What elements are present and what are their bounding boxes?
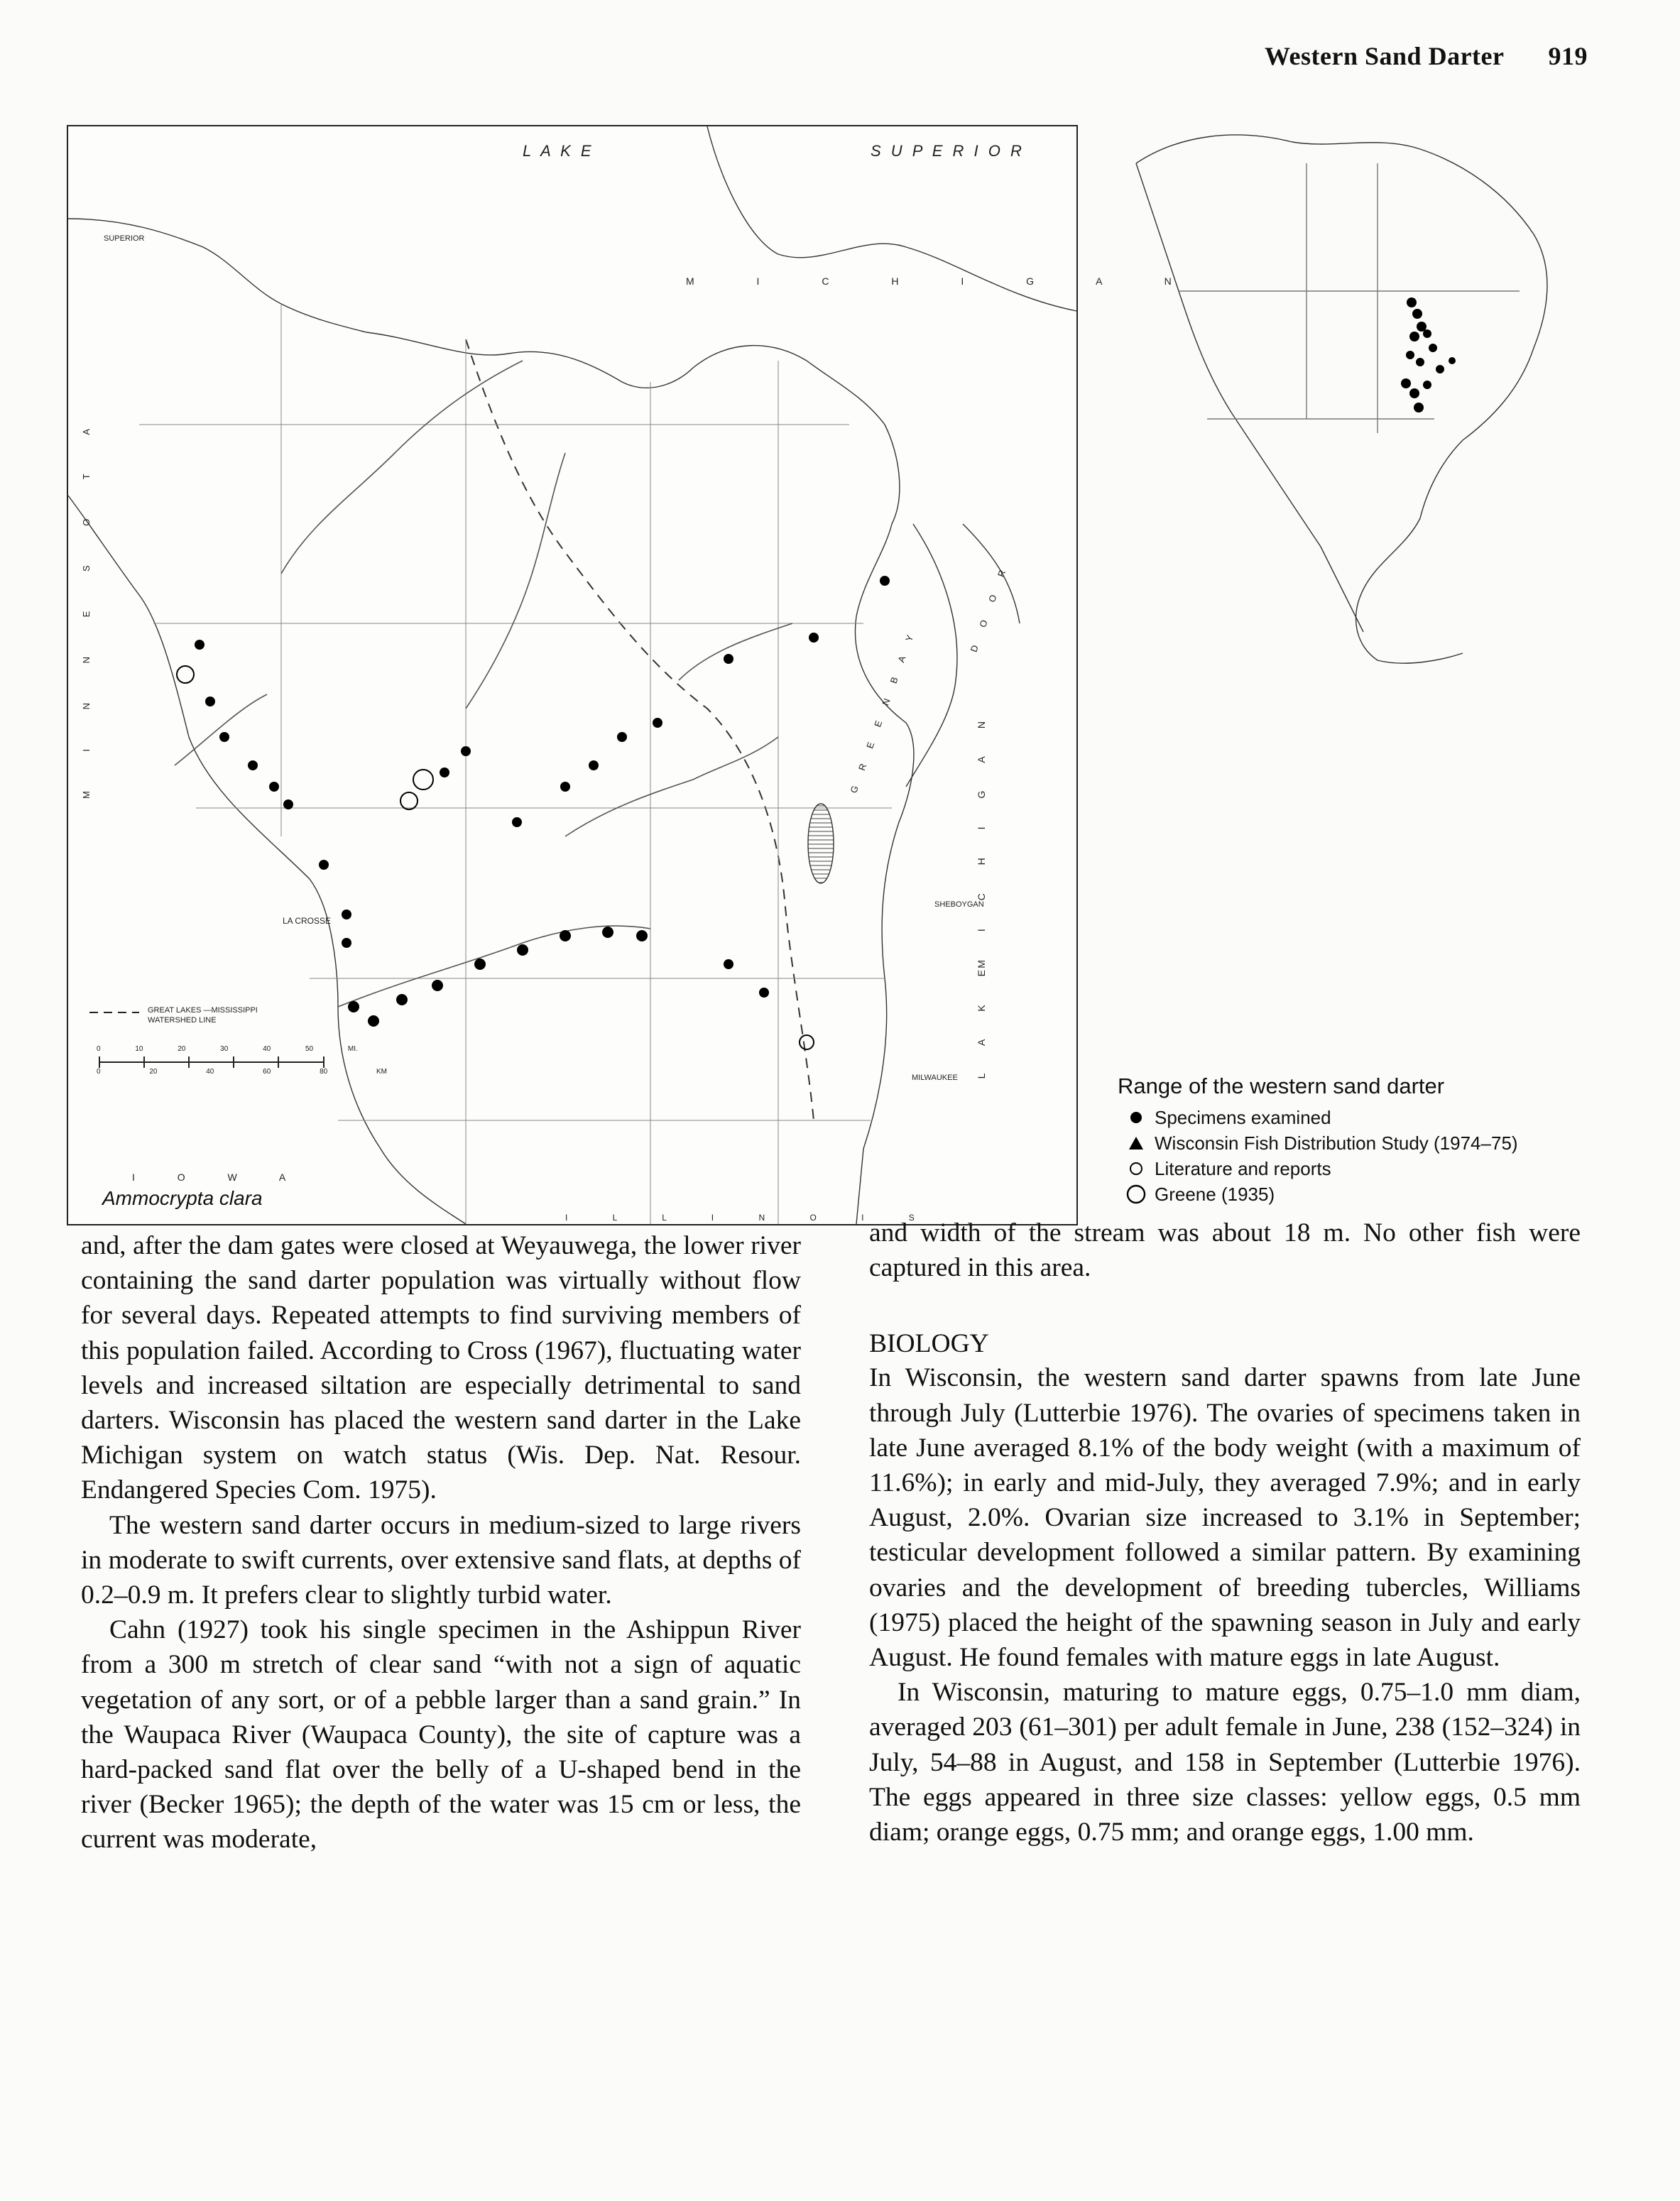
north-america-inset-map <box>1093 121 1605 667</box>
scale-km-2: 40 <box>206 1068 214 1076</box>
scale-mi-0: 0 <box>97 1045 101 1053</box>
scale-km <box>97 1068 387 1076</box>
scale-mi-3: 30 <box>220 1045 229 1053</box>
watershed-legend-line2: WATERSHED LINE <box>148 1016 217 1025</box>
legend-item-wfds <box>1118 1130 1615 1156</box>
legend-title: Range of the western sand darter <box>1118 1074 1445 1098</box>
map-drawing <box>68 126 1076 1224</box>
scale-km-3: 60 <box>263 1068 271 1076</box>
wisconsin-distribution-map <box>67 125 1201 1225</box>
biology-paragraph-1: In Wisconsin, the western sand darter spawns from late June through July (Lutterbie 1976). The ovaries of specimens taken in late June averaged 8.1% of the body weight (with a maximum of 11.6%); in early and mid-July, they averaged 7.9%; and in early August, 2.0%. Ovarian size increased to 3.1% in September; testicular development followed a similar pattern. By examining ovaries and the development of breeding tubercles, Williams (1975) placed the height of the spawning season in July and early August. He found females with mature eggs in late August. <box>869 1363 1581 1673</box>
river-network <box>175 361 792 1007</box>
lake-michigan-label: M I C H I G A N <box>976 709 987 968</box>
watershed-legend-line1: GREAT LAKES —MISSISSIPPI <box>148 1006 258 1015</box>
scale-mi-2: 20 <box>178 1045 186 1053</box>
scale-mi-5: 50 MI. <box>305 1045 358 1053</box>
legend-label-literature: Literature and reports <box>1155 1157 1331 1179</box>
inset-coastline-west <box>1136 163 1363 632</box>
city-la-crosse: LA CROSSE <box>283 916 332 926</box>
left-paragraph-2: The western sand darter occurs in medium-sized to large rivers in moderate to swift currents, over extensive sand flats, at depths of 0.2–0.9 m. It prefers clear to slightly turbid water. <box>81 1510 801 1610</box>
legend-item-specimens <box>1118 1105 1615 1130</box>
scale-km-1: 20 <box>149 1068 158 1076</box>
species-name: Ammocrypta clara <box>102 1187 263 1209</box>
city-superior: SUPERIOR <box>104 234 145 243</box>
running-head <box>1265 41 1588 71</box>
city-milwaukee: MILWAUKEE <box>912 1074 958 1082</box>
legend-label-wfds: Wisconsin Fish Distribution Study (1974–75) <box>1155 1132 1518 1154</box>
scale-km-0: 0 <box>97 1068 101 1076</box>
city-sheboygan: SHEBOYGAN <box>934 900 984 909</box>
running-title: Western Sand Darter <box>1265 42 1505 70</box>
left-paragraph-3: Cahn (1927) took his single specimen in the Ashippun River from a 300 m stretch of clear sand “with not a sign of aquatic vegetation of any sort, or of a pebble larger than a sand grain.” In the Waupaca River (Waupaca County), the site of capture was a hard-packed sand flat over the belly of a U-shaped bend in the river (Becker 1965); the depth of the water was 15 cm or less, the current was moderate, <box>81 1615 801 1855</box>
lake-label-left: L A K E <box>523 142 594 160</box>
scale-mi-4: 40 <box>263 1045 271 1053</box>
iowa-label: I O W A <box>132 1172 306 1183</box>
minnesota-label: M I N N E S O T A <box>81 410 92 799</box>
right-continuation: and width of the stream was about 18 m. No other fish were captured in this area. <box>869 1218 1581 1283</box>
inset-drawing <box>1093 121 1605 667</box>
inset-range-points <box>1401 297 1456 413</box>
right-text-column <box>869 1216 1581 1850</box>
map-legend <box>1118 1074 1615 1207</box>
page-number: 919 <box>1548 42 1588 70</box>
green-bay-label: G R E E N B A Y <box>848 626 918 795</box>
section-heading-biology: BIOLOGY <box>869 1329 989 1359</box>
biology-paragraph-2: In Wisconsin, maturing to mature eggs, 0.75–1.0 mm diam, averaged 203 (61–301) per adult female in June, 238 (152–324) in July, 54–88 in August, and 158 in September (Lutterbie 1976). The eggs appeared in three size classes: yellow eggs, 0.5 mm diam; orange eggs, 0.75 mm; and orange eggs, 1.00 mm. <box>869 1678 1581 1847</box>
door-label: D O O R <box>968 560 1011 654</box>
scale-mi-1: 10 <box>135 1045 143 1053</box>
lake-winnebago <box>808 804 834 883</box>
legend-item-literature <box>1118 1156 1615 1181</box>
left-paragraph-1: and, after the dam gates were closed at Weyauwega, the lower river containing the sand darter population was virtually without flow for several days. Repeated attempts to find surviving members of this population failed. According to Cross (1967), fluctuating water levels and increased siltation are especially detrimental to sand darters. Wisconsin has placed the western sand darter in the Lake Michigan system on watch status (Wis. Dep. Nat. Resour. Endangered Species Com. 1975). <box>81 1231 801 1505</box>
left-text-column <box>81 1228 801 1857</box>
specimen-points <box>195 576 890 1027</box>
legend-label-specimens: Specimens examined <box>1155 1106 1331 1128</box>
legend-item-greene <box>1118 1181 1615 1207</box>
scale-miles <box>97 1045 358 1053</box>
large-open-circle-icon <box>1118 1184 1155 1204</box>
small-open-circle-icon <box>1118 1162 1155 1176</box>
michigan-state-label: M I C H I G A N <box>686 275 1201 287</box>
legend-label-greene: Greene (1935) <box>1155 1183 1275 1205</box>
scale-km-4: 80 KM <box>320 1068 387 1076</box>
superior-label: S U P E R I O R <box>871 142 1025 160</box>
filled-triangle-icon <box>1118 1136 1155 1150</box>
literature-points <box>177 666 814 1049</box>
lake-label-michigan: L A K E <box>976 957 987 1079</box>
illinois-label: I L L I N O I S <box>565 1213 936 1223</box>
watershed-legend <box>148 1005 258 1025</box>
filled-circle-icon <box>1118 1111 1155 1124</box>
inset-coastline-east <box>1136 135 1547 663</box>
watershed-line <box>466 339 814 1120</box>
mississippi-river <box>68 496 466 1224</box>
